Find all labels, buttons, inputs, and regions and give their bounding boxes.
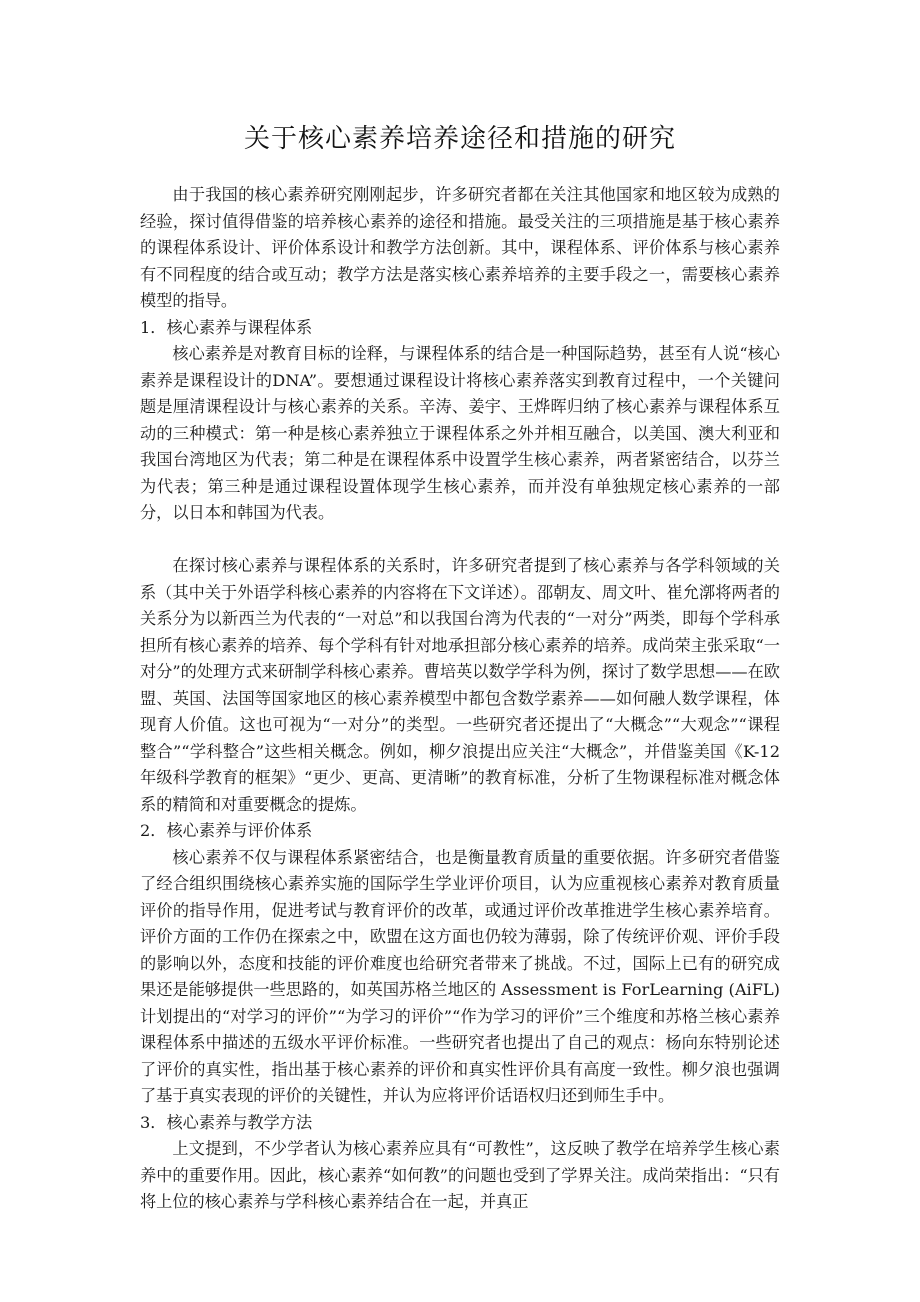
intro-paragraph: 由于我国的核心素养研究刚刚起步，许多研究者都在关注其他国家和地区较为成熟的经验，探讨值得借鉴的培养核心素养的途径和措施。最受关注的三项措施是基于核心素养的课程体系设计、评价体系设计和教学方法创新。其中，课程体系、评价体系与核心素养有不同程度的结合或互动；教学方法是落实核心素养培养的主要手段之一，需要核心素养模型的指导。 — [140, 185, 780, 310]
section-heading-evaluation: 2．核心素养与评价体系 — [140, 821, 313, 840]
teaching-paragraph: 上文提到，不少学者认为核心素养应具有“可教性”，这反映了教学在培养学生核心素养中的重要作用。因此，核心素养“如何教”的问题也受到了学界关注。成尚荣指出：“只有将上位的核心素养与学科核心素养结合在一起，并真正 — [140, 1139, 780, 1211]
section-heading-teaching: 3．核心素养与教学方法 — [140, 1112, 313, 1132]
document-title: 关于核心素养培养途径和措施的研究 — [243, 124, 676, 154]
section-heading-curriculum: 1．核心素养与课程体系 — [140, 317, 313, 337]
curriculum-paragraph-2: 在探讨核心素养与课程体系的关系时，许多研究者提到了核心素养与各学科领域的关系（其中关于外语学科核心素养的内容将在下文详述）。邵朝友、周文叶、崔允漷将两者的关系分为以新西兰为代表的“一对总”和以我国台湾为代表的“一对分”两类，即每个学科承担所有核心素养的培养、每个学科有针对地承担部分核心素养的培养。成尚荣主张采取“一对分”的处理方式来研制学科核心素养。曹培英以数学学科为例，探讨了数学思想——在欧盟、英国、法国等国家地区的核心素养模型中都包含数学素养——如何融人数学课程，体现育人价值。这也可视为“一对分”的类型。一些研究者还提出了“大概念”“大观念”“课程整合”“学科整合”这些相关概念。例如，柳夕浪提出应关注“大概念”，并借鉴美国《K-12年级科学教育的框架》“更少、更高、更清晰”的教育标准，分析了生物课程标准对概念体系的精简和对重要概念的提炼。 — [140, 556, 780, 814]
document-body — [140, 182, 780, 1216]
paragraph-spacer — [140, 527, 780, 554]
curriculum-paragraph-1: 核心素养是对教育目标的诠释，与课程体系的结合是一种国际趋势，甚至有人说“核心素养是课程设计的DNA”。要想通过课程设计将核心素养落实到教育过程中，一个关键问题是厘清课程设计与核心素养的关系。辛涛、姜宇、王烨晖归纳了核心素养与课程体系互动的三种模式：第一种是核心素养独立于课程体系之外并相互融合，以美国、澳大利亚和我国台湾地区为代表；第二种是在课程体系中设置学生核心素养，两者紧密结合，以芬兰为代表；第三种是通过课程设置体现学生核心素养，而并没有单独规定核心素养的一部分，以日本和韩国为代表。 — [140, 344, 780, 522]
evaluation-paragraph: 核心素养不仅与课程体系紧密结合，也是衡量教育质量的重要依据。许多研究者借鉴了经合组织围绕核心素养实施的国际学生学业评价项目，认为应重视核心素养对教育质量评价的指导作用，促进考试与教育评价的改革，或通过评价改革推进学生核心素养培育。评价方面的工作仍在探索之中，欧盟在这方面也仍较为薄弱，除了传统评价观、评价手段的影响以外，态度和技能的评价难度也给研究者带来了挑战。不过，国际上已有的研究成果还是能够提供一些思路的，如英国苏格兰地区的 Assessment is ForLearning (AiFL)计划提出的“对学习的评价”“为学习的评价”“作为学习的评价”三个维度和苏格兰核心素养课程体系中描述的五级水平评价标准。一些研究者也提出了自己的观点：杨向东特别论述了评价的真实性，指出基于核心素养的评价和真实性评价具有高度一致性。柳夕浪也强调了基于真实表现的评价的关键性，并认为应将评价话语权归还到师生手中。 — [140, 847, 780, 1105]
